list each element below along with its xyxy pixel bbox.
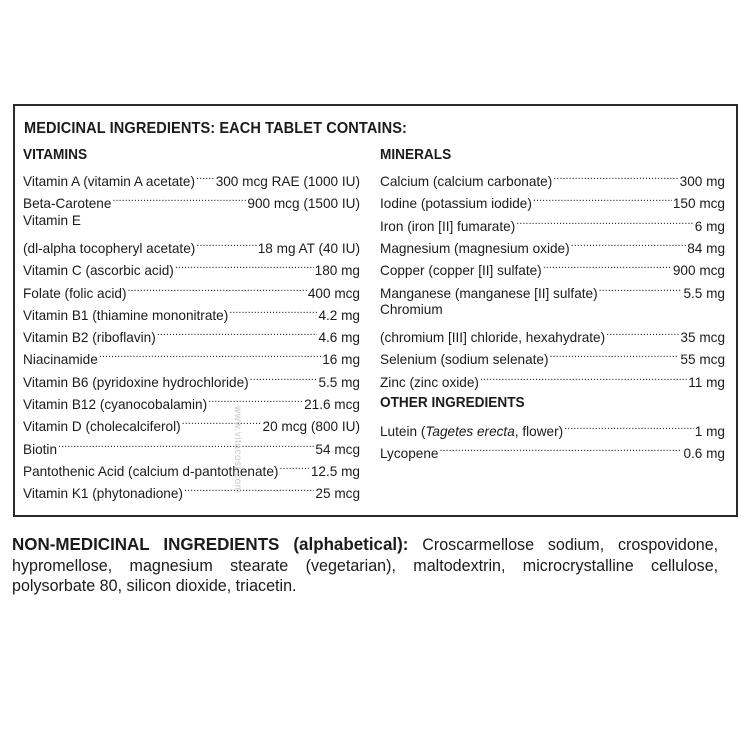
panel-title: MEDICINAL INGREDIENTS: EACH TABLET CONTAINS:: [24, 120, 407, 137]
other-ingredient-name-italic: Tagetes erecta: [425, 424, 515, 439]
vitamin-dot-leader: [279, 456, 309, 476]
vitamins-heading: VITAMINS: [23, 147, 88, 163]
mineral-dot-leader: [599, 278, 683, 298]
other-ingredients-heading: OTHER INGREDIENTS: [380, 395, 525, 411]
vitamin-name: Pantothenic Acid (calcium d-pantothenate): [23, 463, 279, 479]
vitamin-name: Vitamin B1 (thiamine mononitrate): [23, 307, 229, 323]
mineral-name: Zinc (zinc oxide): [380, 374, 479, 390]
other-ingredient-name-prefix: Lutein (: [380, 424, 426, 439]
mineral-row: [380, 211, 725, 234]
mineral-row: [380, 367, 725, 390]
vitamin-amount: 25 mcg: [315, 486, 360, 502]
watermark: www.vitacost.com: [232, 406, 243, 494]
vitamin-dot-leader: [184, 478, 314, 498]
other-ingredient-dot-leader: [564, 416, 694, 436]
mineral-amount: 84 mg: [687, 240, 725, 256]
vitamin-row: [23, 389, 360, 412]
non-medicinal-label: NON-MEDICINAL INGREDIENTS (alphabetical):: [12, 534, 409, 554]
vitamin-name: Folate (folic acid): [23, 285, 127, 301]
mineral-row: [380, 300, 725, 320]
minerals-heading: MINERALS: [380, 147, 452, 163]
non-medicinal-ingredients: [12, 534, 718, 597]
vitamin-row: [23, 367, 360, 390]
vitamin-name: Niacinamide: [23, 352, 98, 368]
vitamin-name: Vitamin D (cholecalciferol): [23, 419, 181, 435]
mineral-dot-leader: [480, 367, 687, 387]
mineral-dot-leader: [533, 188, 672, 208]
vitamin-amount: 5.5 mg: [318, 374, 360, 390]
vitamin-amount: 900 mcg (1500 IU): [247, 196, 360, 212]
vitamin-dot-leader: [208, 389, 303, 409]
vitamin-row: [23, 478, 360, 502]
vitamin-row: [23, 211, 360, 231]
mineral-row: [380, 188, 725, 212]
vitamin-row: [23, 411, 360, 435]
mineral-dot-leader: [516, 211, 694, 231]
vitamin-row: [23, 278, 360, 301]
vitamin-name: Vitamin B2 (riboflavin): [23, 330, 156, 346]
vitamin-name: Vitamin B6 (pyridoxine hydrochloride): [23, 374, 249, 390]
mineral-name: Magnesium (magnesium oxide): [380, 240, 570, 256]
mineral-amount: 150 mcg: [672, 196, 725, 212]
mineral-name: Iron (iron [II] fumarate): [380, 218, 516, 234]
vitamin-amount: 180 mg: [314, 263, 360, 279]
vitamin-name: Biotin: [23, 441, 58, 457]
vitamin-dot-leader: [99, 344, 321, 364]
vitamin-amount: 4.2 mg: [318, 307, 360, 323]
mineral-name: Copper (copper [II] sulfate): [380, 263, 542, 279]
vitamin-name: Beta-Carotene: [23, 196, 112, 212]
mineral-dot-leader: [606, 322, 679, 342]
vitamin-dot-leader: [175, 255, 314, 275]
mineral-row: [380, 166, 725, 189]
mineral-dot-leader: [571, 233, 687, 253]
vitamin-dot-leader: [128, 278, 307, 298]
vitamin-row: [23, 188, 360, 212]
other-ingredient-amount: 1 mg: [694, 424, 725, 439]
mineral-name: Calcium (calcium carbonate): [380, 174, 553, 189]
mineral-dot-leader: [553, 166, 678, 186]
vitamin-row: [23, 344, 360, 368]
non-medicinal-text: Croscarmellose sodium, crospovidone, hypromellose, magnesium stearate (vegetarian), maltodextrin, microcrystalline cellulose, polysorbate 80, silicon dioxide, triacetin.: [12, 535, 719, 595]
vitamin-amount: 20 mcg (800 IU): [262, 419, 360, 435]
mineral-row: [380, 278, 725, 301]
vitamin-row: [23, 434, 360, 457]
mineral-row: [380, 255, 725, 279]
vitamin-amount: 12.5 mg: [310, 463, 360, 479]
vitamin-dot-leader: [196, 166, 215, 186]
mineral-row: [380, 233, 725, 256]
mineral-name: Iodine (potassium iodide): [380, 196, 532, 212]
vitamin-row: [23, 300, 360, 323]
vitamin-row: [23, 456, 360, 479]
vitamin-row: [23, 166, 360, 189]
vitamin-amount: 18 mg AT (40 IU): [257, 240, 360, 256]
vitamin-dot-leader: [229, 300, 317, 320]
other-ingredient-row: [380, 416, 725, 439]
vitamin-name: Vitamin B12 (cyanocobalamin): [23, 397, 208, 412]
mineral-row: [380, 344, 725, 368]
mineral-name: Manganese (manganese [II] sulfate): [380, 285, 598, 301]
vitamin-amount: 300 mcg RAE (1000 IU): [215, 174, 360, 189]
vitamin-name: Vitamin E: [23, 212, 81, 228]
vitamin-name: Vitamin C (ascorbic acid): [23, 263, 174, 279]
other-ingredient-name-suffix: , flower): [514, 424, 564, 439]
mineral-dot-leader: [550, 344, 680, 364]
other-ingredient-amount: 0.6 mg: [683, 446, 725, 462]
vitamin-amount: 16 mg: [322, 352, 360, 368]
vitamin-row: [23, 255, 360, 279]
mineral-amount: 5.5 mg: [683, 285, 725, 301]
mineral-amount: 6 mg: [694, 218, 725, 234]
vitamin-amount: 400 mcg: [307, 285, 360, 301]
mineral-name: Chromium: [380, 301, 443, 317]
mineral-name: (chromium [III] chloride, hexahydrate): [380, 330, 606, 346]
vitamin-name: Vitamin K1 (phytonadione): [23, 486, 183, 502]
vitamin-dot-leader: [182, 411, 262, 431]
mineral-dot-leader: [543, 255, 672, 275]
mineral-amount: 35 mcg: [680, 330, 725, 346]
vitamin-dot-leader: [196, 233, 256, 253]
mineral-amount: 11 mg: [688, 374, 725, 390]
vitamin-amount: 4.6 mg: [318, 330, 360, 346]
vitamin-row: [23, 233, 360, 256]
vitamin-dot-leader: [112, 188, 246, 208]
other-ingredient-dot-leader: [439, 438, 682, 458]
vitamin-dot-leader: [58, 434, 314, 454]
mineral-name: Selenium (sodium selenate): [380, 352, 549, 368]
other-ingredient-row: [380, 438, 725, 462]
vitamin-dot-leader: [157, 322, 318, 342]
other-ingredient-name: Lycopene: [380, 446, 439, 462]
vitamin-dot-leader: [250, 367, 318, 387]
medicinal-ingredients-panel: [13, 104, 738, 517]
mineral-amount: 300 mg: [679, 174, 725, 189]
vitamin-name: Vitamin A (vitamin A acetate): [23, 174, 196, 189]
mineral-amount: 900 mcg: [672, 263, 725, 279]
vitamin-amount: 54 mcg: [315, 441, 360, 457]
vitamin-amount: 21.6 mcg: [304, 397, 360, 412]
vitamin-name: (dl-alpha tocopheryl acetate): [23, 240, 196, 256]
mineral-amount: 55 mcg: [680, 352, 725, 368]
vitamin-row: [23, 322, 360, 346]
mineral-row: [380, 322, 725, 346]
